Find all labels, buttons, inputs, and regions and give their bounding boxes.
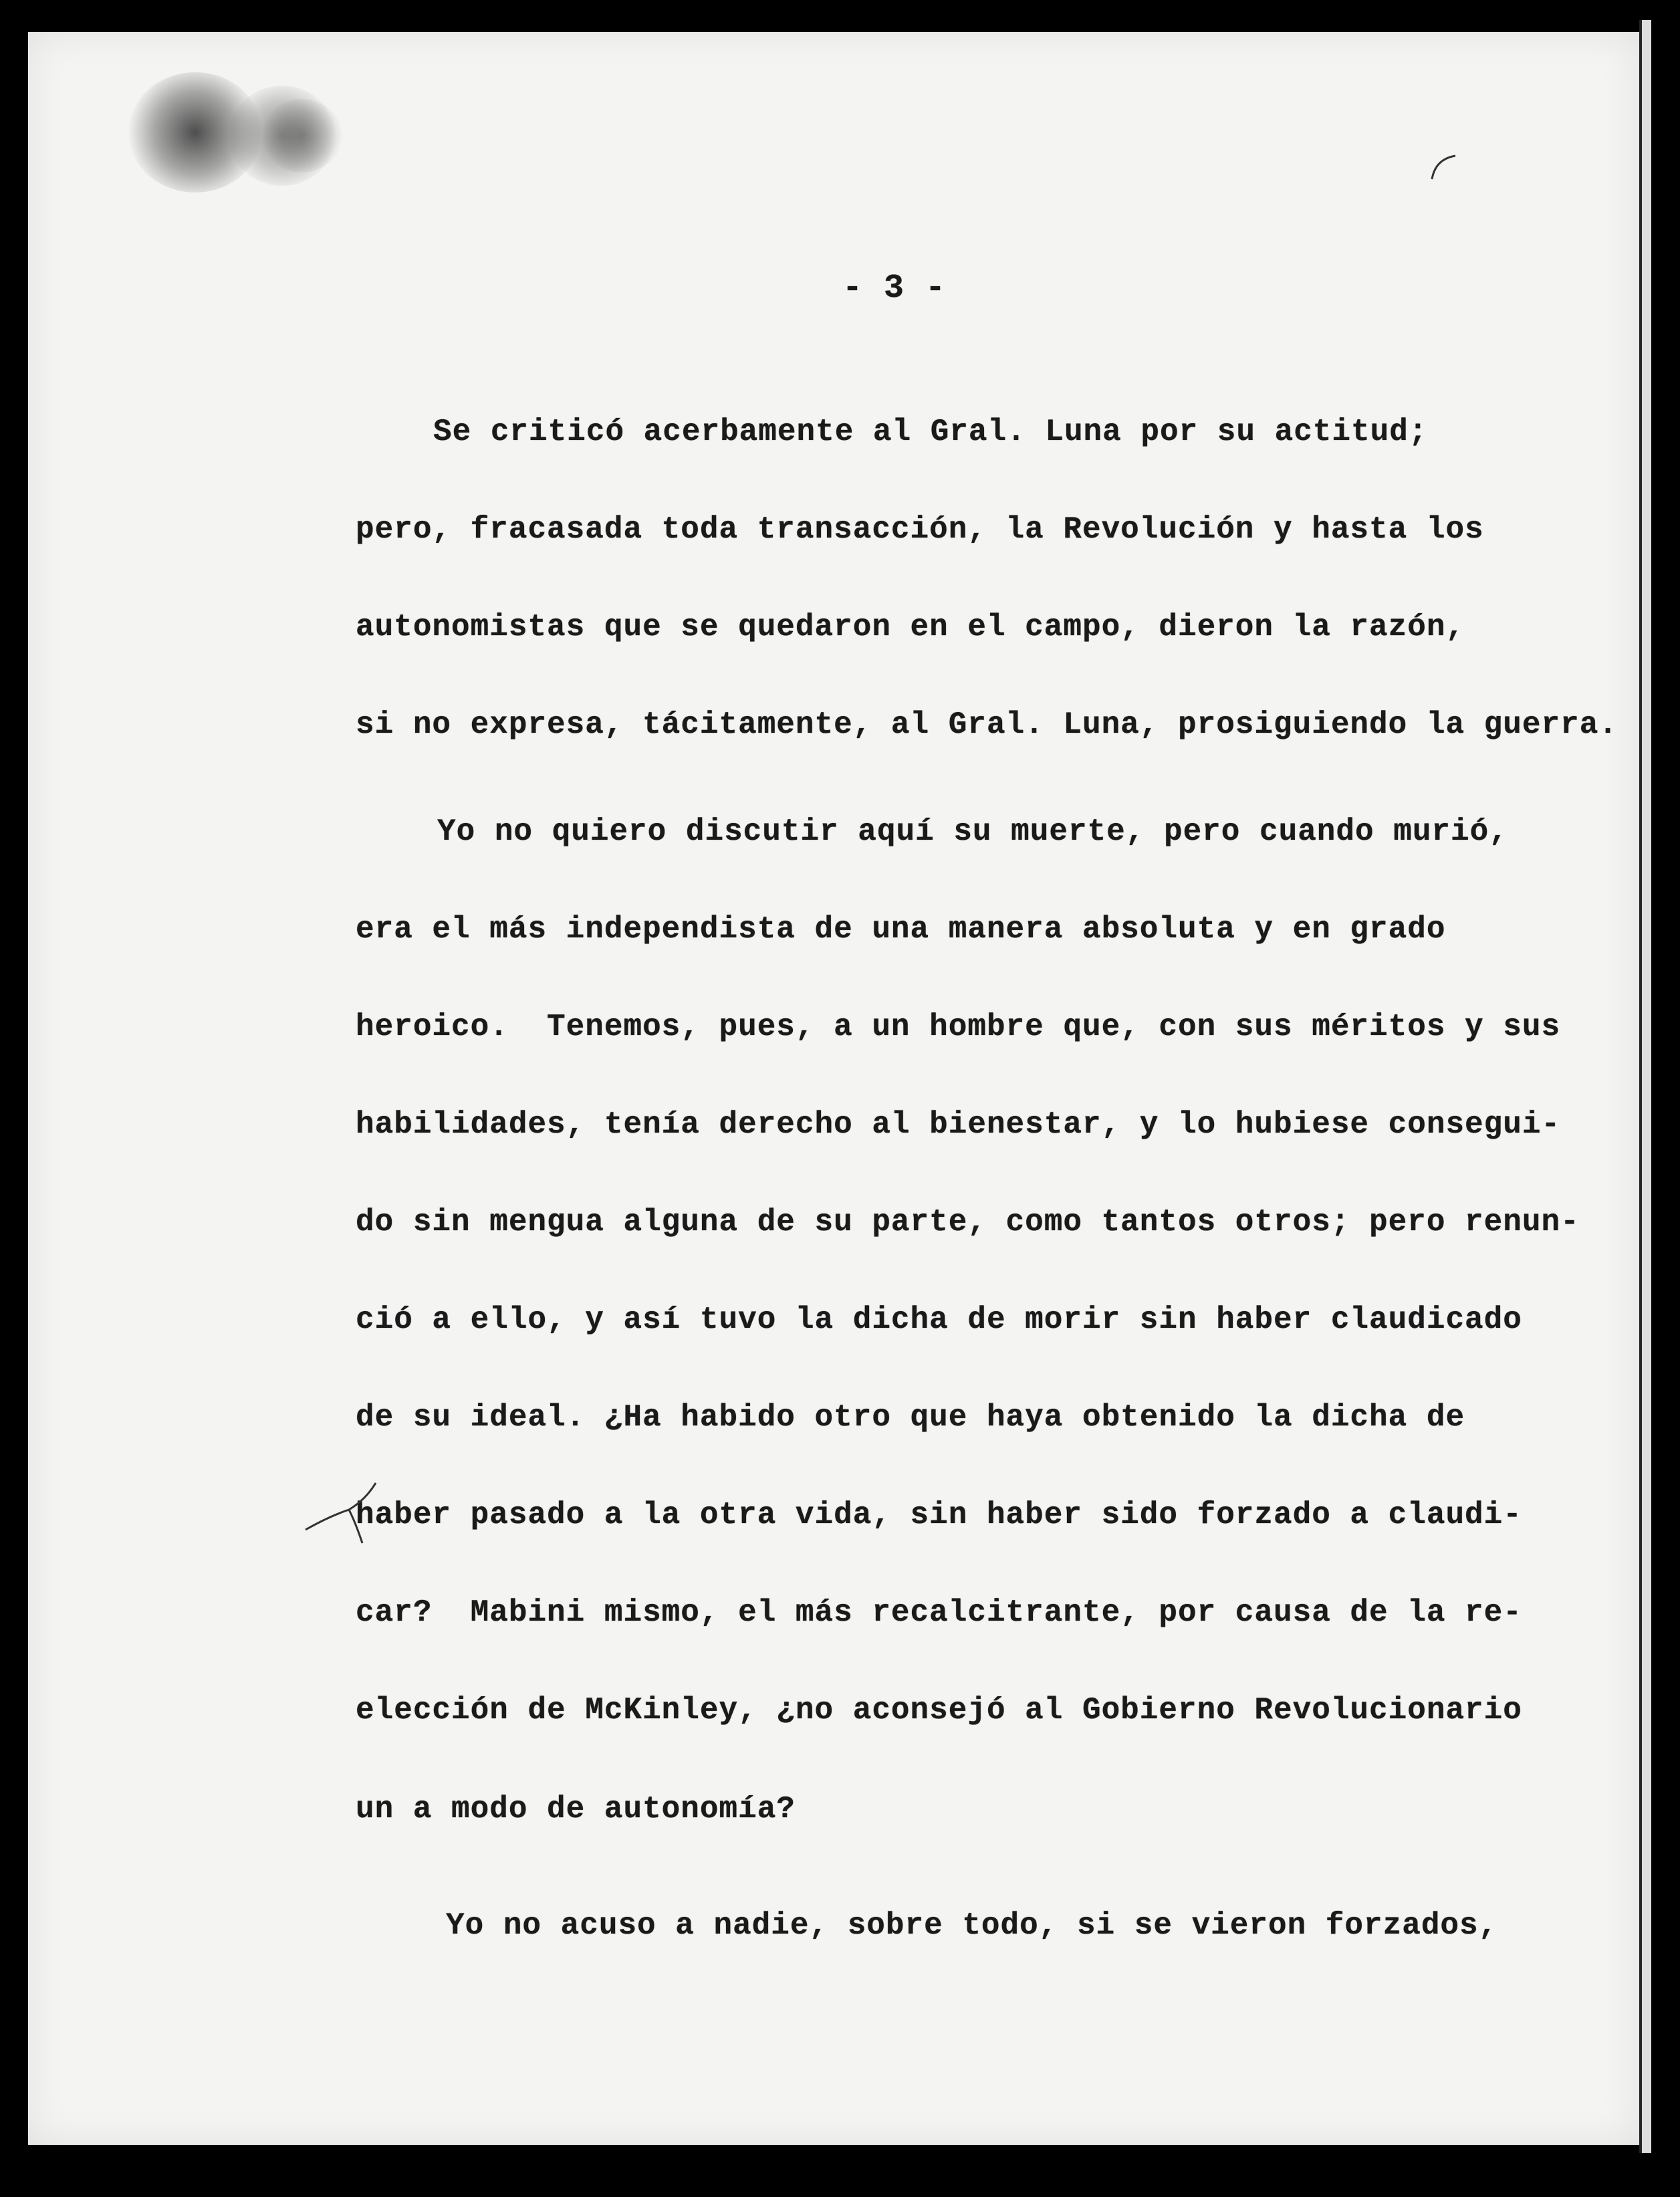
- text-line: do sin mengua alguna de su parte, como tantos otros; pero renun-: [356, 1205, 1580, 1240]
- page-number: - 3 -: [842, 269, 947, 308]
- sheet-edge: [1639, 20, 1651, 2153]
- text-line: elección de McKinley, ¿no aconsejó al Gobierno Revolucionario: [356, 1693, 1522, 1728]
- text-line: de su ideal. ¿Ha habido otro que haya obtenido la dicha de: [356, 1400, 1465, 1435]
- typed-document-sheet: [28, 32, 1639, 2145]
- text-line: era el más independista de una manera absoluta y en grado: [356, 912, 1446, 947]
- text-line: heroico. Tenemos, pues, a un hombre que, con sus méritos y sus: [356, 1010, 1561, 1044]
- text-line: habilidades, tenía derecho al bienestar, y lo hubiese consegui-: [356, 1107, 1561, 1142]
- ink-smudge: [262, 99, 342, 172]
- text-line: pero, fracasada toda transacción, la Revolución y hasta los: [356, 512, 1484, 547]
- text-line: autonomistas que se quedaron en el campo, dieron la razón,: [356, 610, 1465, 645]
- text-line: Yo no acuso a nadie, sobre todo, si se vieron forzados,: [446, 1908, 1498, 1943]
- pen-mark-icon: [1425, 146, 1465, 186]
- text-line: ció a ello, y así tuvo la dicha de morir sin haber claudicado: [356, 1302, 1522, 1337]
- text-line: Se criticó acerbamente al Gral. Luna por su actitud;: [433, 415, 1428, 449]
- margin-pen-mark-icon: [302, 1470, 409, 1550]
- text-line: car? Mabini mismo, el más recalcitrante, por causa de la re-: [356, 1595, 1522, 1630]
- text-line: un a modo de autonomía?: [356, 1792, 796, 1827]
- text-line: si no expresa, tácitamente, al Gral. Luna, prosiguiendo la guerra.: [356, 707, 1618, 742]
- text-line: haber pasado a la otra vida, sin haber sido forzado a claudi-: [356, 1498, 1522, 1532]
- text-line: Yo no quiero discutir aquí su muerte, pero cuando murió,: [437, 814, 1508, 849]
